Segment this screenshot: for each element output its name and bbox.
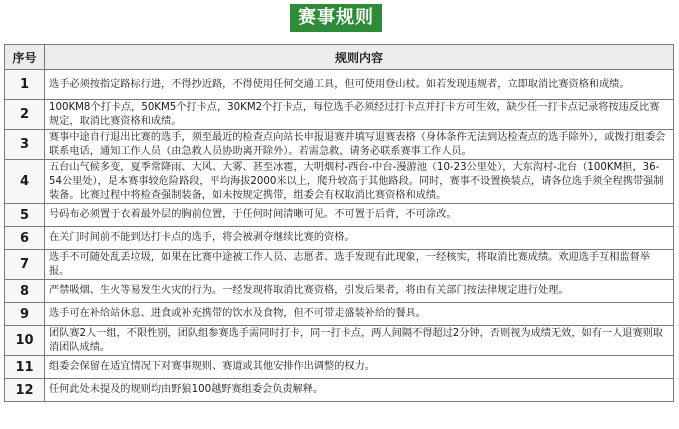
table-row [5,326,674,356]
rule-text: 号码布必须置于衣着最外层的胸前位置，于任何时间清晰可见。不可置于后背，不可涂改。 [45,204,674,227]
table-row [5,130,674,160]
row-number: 9 [5,303,45,326]
row-number: 11 [5,356,45,379]
rule-text: 选手可在补给站休息、进食或补充携带的饮水及食物，但不可带走盛装补给的餐具。 [45,303,674,326]
table-row [5,379,674,402]
rule-text: 100KM8个打卡点，50KM5个打卡点，30KM2个打卡点，每位选手必须经过打卡点并打卡方可生效，缺少任一打卡点记录将按违反比赛规定，取消比赛资格和成绩。 [45,100,674,130]
table-row [5,204,674,227]
rule-text: 组委会保留在适宜情况下对赛事规则、赛道或其他安排作出调整的权力。 [45,356,674,379]
row-number: 4 [5,160,45,204]
table-row [5,70,674,100]
rule-text: 选手不可随处乱丢垃圾，如果在比赛中途被工作人员、志愿者、选手发现有此现象，一经核实，将取消比赛成绩。欢迎选手互相监督举报。 [45,250,674,280]
row-number: 7 [5,250,45,280]
row-number: 6 [5,227,45,250]
row-number: 5 [5,204,45,227]
page-title: 赛事规则 [290,4,382,32]
row-number: 12 [5,379,45,402]
table-row [5,303,674,326]
header-no: 序号 [5,45,45,70]
rule-text: 五台山气候多变，夏季常降雨、大风、大雾、甚至冰雹，大明烟村-西台-中台-漫游池（10-23公里处），大东沟村-北台（100KM担，36-54公里处），是本赛事较危险路段，平均海拔2000米以上，爬升较高于其他路段。同时，赛事不设置换装点，请各位选手须全程携带强制装备。比赛过程中将检查强制装备，如未按规定携带，组委会有权取消比赛资格和成绩。 [45,160,674,204]
table-row [5,160,674,204]
row-number: 10 [5,326,45,356]
rules-table [4,44,674,402]
rule-text: 团队赛2人一组，不限性别，团队组参赛选手需同时打卡，同一打卡点，两人间隔不得超过2分钟，否则视为成绩无效，如有一人退赛则取消团队成绩。 [45,326,674,356]
rule-text: 任何此处未提及的规则均由野狼100越野赛组委会负责解释。 [45,379,674,402]
table-row [5,280,674,303]
title-area [0,0,679,40]
rule-text: 严禁吸烟、生火等易发生火灾的行为。一经发现将取消比赛资格，引发后果者，将由有关部门按法律规定进行处理。 [45,280,674,303]
rule-text: 赛事中途自行退出比赛的选手，须至最近的检查点向站长申报退赛并填写退赛表格（身体条件无法到达检查点的选手除外），或拨打组委会联系电话，通知工作人员（由急救人员协助离开除外）。若需急救，请务必联系赛事工作人员。 [45,130,674,160]
row-number: 8 [5,280,45,303]
table-header-row [5,45,674,70]
header-content: 规则内容 [45,45,674,70]
row-number: 1 [5,70,45,100]
rule-text: 在关门时间前不能到达打卡点的选手，将会被剥夺继续比赛的资格。 [45,227,674,250]
row-number: 3 [5,130,45,160]
table-row [5,356,674,379]
rule-text: 选手必须按指定路标行进，不得抄近路，不得使用任何交通工具，但可使用登山杖。如若发现违规者，立即取消比赛资格和成绩。 [45,70,674,100]
row-number: 2 [5,100,45,130]
table-row [5,100,674,130]
table-row [5,250,674,280]
table-row [5,227,674,250]
